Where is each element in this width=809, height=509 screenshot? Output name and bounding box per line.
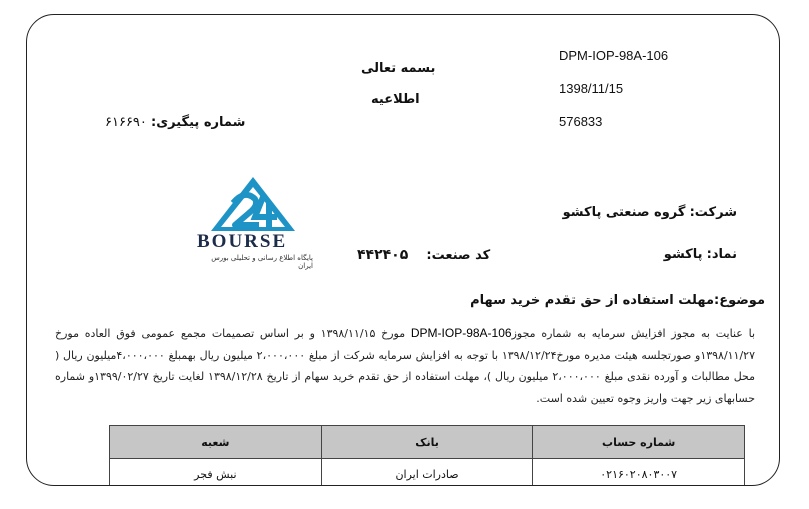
subject-line: [470, 293, 765, 308]
tracking-number: [105, 115, 245, 130]
accounts-table-header: [110, 426, 745, 459]
company-label: شرکت:: [689, 205, 737, 220]
tracking-label: شماره پیگیری:: [151, 115, 246, 130]
subject-label: موضوع:: [714, 293, 765, 308]
symbol-label: نماد:: [706, 247, 737, 262]
notice-title: اطلاعیه: [371, 92, 420, 107]
cell-branch: نبش فجر: [110, 459, 322, 487]
notice-card: [26, 14, 780, 486]
body-permit-number: DPM-IOP-98A-106: [410, 326, 512, 340]
bourse-logo: [193, 173, 313, 269]
header-account-number: شماره حساب: [533, 426, 745, 459]
tracking-value: ۶۱۶۶۹۰: [105, 115, 147, 130]
symbol-value: پاکشو: [663, 247, 703, 262]
body-part-1: با عنایت به مجوز افزایش سرمایه به شماره مجوز: [511, 327, 756, 340]
cell-bank: صادرات ایران: [321, 459, 533, 487]
company-name: گروه صنعتی پاکشو: [562, 205, 686, 220]
industry-code-label: کد صنعت:: [426, 248, 491, 263]
symbol-line: [664, 247, 737, 262]
company-line: [563, 205, 737, 220]
letter-number: DPM-IOP-98A-106: [559, 48, 669, 63]
accounts-table: [109, 425, 745, 486]
header-branch: شعبه: [110, 426, 322, 459]
subject-text: مهلت استفاده از حق تقدم خرید سهام: [470, 293, 714, 308]
industry-code-value: ۴۴۲۴۰۵: [357, 247, 409, 263]
bourse-logo-subtitle: پایگاه اطلاع رسانی و تحلیلی بورس ایران: [211, 254, 313, 270]
industry-code-line: [357, 247, 490, 263]
basmala: بسمه تعالی: [361, 61, 436, 76]
bourse-logo-word: BOURSE: [197, 231, 288, 252]
letter-reference: 576833: [559, 114, 603, 129]
header-bank: بانک: [321, 426, 533, 459]
body-paragraph: [55, 323, 755, 409]
table-row: [110, 459, 745, 487]
body-part-2: مورخ ۱۳۹۸/۱۱/۱۵ و بر اساس تصمیمات مجمع عمومی فوق العاده مورخ ۱۳۹۸/۱۱/۲۷و صورتجلسه هیئت مدیره مورخ۱۳۹۸/۱۲/۲۴ با توجه به افزایش سرمایه شرکت از مبلغ ۲،۰۰۰،۰۰۰ میلیون ریال بهمبلغ ۴،۰۰۰،۰۰۰میلیون ریال ( محل مطالبات و آورده نقدی مبلغ ۲،۰۰۰،۰۰۰ میلیون ریال )، مهلت استفاده از حق تقدم خرید سهام از تاریخ ۱۳۹۸/۱۲/۲۸ لغایت تاریخ ۱۳۹۹/۰۲/۲۷و شماره حسابهای زیر جهت واریز وجوه تعیین شده است.: [55, 327, 756, 405]
cell-account-number: ۰۲۱۶۰۲۰۸۰۳۰۰۷: [533, 459, 745, 487]
letter-date: 1398/11/15: [559, 81, 624, 96]
